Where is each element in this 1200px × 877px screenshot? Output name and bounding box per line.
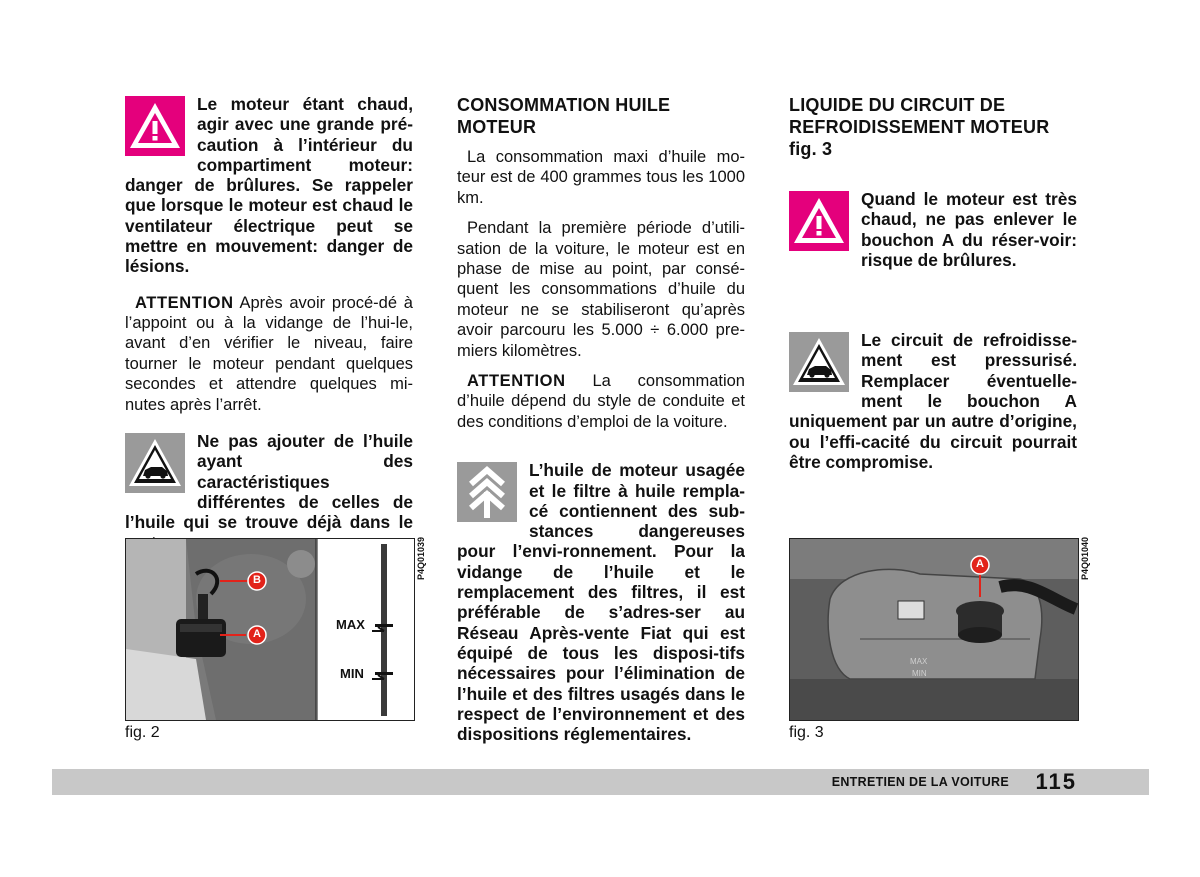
note-text-pressurised: Le circuit de refroidisse-ment est pressurisé. Remplacer éventuelle-ment le bouchon A uniquement par un autre d’origine, ou l’effi-cacité du circuit pourrait être compromise. [789, 330, 1077, 472]
tank-min-label: MIN [912, 669, 927, 678]
note-block-pressurised [789, 330, 1077, 472]
attention-text: La consommation d’huile dépend du style de conduite et des conditions d’emploi de la voiture. [457, 372, 745, 431]
attention-label: ATTENTION [467, 372, 566, 391]
warning-text-coolant-cap: Quand le moteur est très chaud, ne pas enlever le bouchon A du réser-voir: risque de brûlures. [861, 189, 1077, 270]
car-caution-icon [789, 332, 849, 392]
car-caution-icon [125, 433, 185, 493]
note-block-oil-type [125, 431, 413, 553]
attention-paragraph-oil [125, 293, 413, 415]
attention-label: ATTENTION [135, 293, 234, 312]
figure-code-2: P4Q01039 [416, 536, 426, 580]
paragraph-running-in: Pendant la première période d’utili-sation de la voiture, le moteur est en phase de mise au point, par consé-quent les consommations d’huile du moteur ne se stabiliseront qu’après avoir parcouru les 5.000 ÷ 6.000 pre-miers kilomètres. [457, 219, 745, 360]
engine-photo-coolant [790, 539, 1078, 720]
warning-triangle-icon [125, 96, 185, 156]
warning-text-hot-engine: Le moteur étant chaud, agir avec une grande pré-caution à l’intérieur du compartiment moteur: danger de brûlures. Se rappeler que lorsque le moteur est chaud le ventilateur électrique peut se mettre en mouvement: danger de lésions. [125, 94, 413, 277]
column-middle [457, 94, 745, 744]
callout-b-label: B [253, 574, 261, 586]
footer-band [52, 769, 1149, 795]
attention-paragraph-consumption [457, 371, 745, 432]
figure-oil-dipstick [125, 538, 415, 721]
warning-block-coolant-cap [789, 189, 1077, 270]
callout-a-label: A [976, 558, 984, 570]
dipstick-min-label: MIN [340, 666, 364, 681]
dipstick-max-label: MAX [336, 617, 365, 632]
figure-caption-2: fig. 2 [125, 724, 160, 741]
page-number: 115 [1035, 769, 1077, 794]
column-left [125, 94, 413, 553]
column-right [789, 94, 1077, 472]
figure-caption-3: fig. 3 [789, 724, 824, 741]
heading-coolant: LIQUIDE DU CIRCUIT DE REFROIDISSEMENT MOTEUR fig. 3 [789, 95, 1050, 159]
environment-tree-icon [457, 462, 517, 522]
note-text-oil-type: Ne pas ajouter de l’huile ayant des caractéristiques différentes de celles de l’huile qui se trouve déjà dans le [125, 431, 413, 533]
heading-oil-consumption: CONSOMMATION HUILE MOTEUR [457, 95, 671, 137]
paragraph-oil-max: La consommation maxi d’huile mo-teur est de 400 grammes tous les 1000 km. [457, 148, 745, 207]
figure-coolant-tank [789, 538, 1079, 721]
environment-note-block [457, 460, 745, 744]
footer-section-title: ENTRETIEN DE LA VOITURE [831, 775, 1009, 789]
callout-a-label: A [253, 628, 261, 640]
attention-text: Après avoir procé-dé à l’appoint ou à la vidange de l’hui-le, avant d’en vérifier le niveau, faire tourner le moteur pendant quelques secondes et attendre quelques mi-nutes après l’arrêt. [125, 293, 413, 414]
warning-block-hot-engine [125, 94, 413, 277]
warning-triangle-icon [789, 191, 849, 251]
environment-note-text: L’huile de moteur usagée et le filtre à huile rempla-cé contiennent des sub-stances dangereuses pour l’envi-ronnement. Pour la vidange de l’huile et le remplacement des filtres, il est préférable de s’adres-ser au Réseau Après-vente Fiat qui est équipé de tous les disposi-tifs nécessaires pour l’élimination de l’huile et des filtres usagés dans le respect de l’environnement et des dispositions réglementaires. [457, 460, 745, 745]
engine-photo-oil [126, 539, 414, 720]
tank-max-label: MAX [910, 657, 928, 666]
figure-code-3: P4Q01040 [1080, 536, 1090, 580]
